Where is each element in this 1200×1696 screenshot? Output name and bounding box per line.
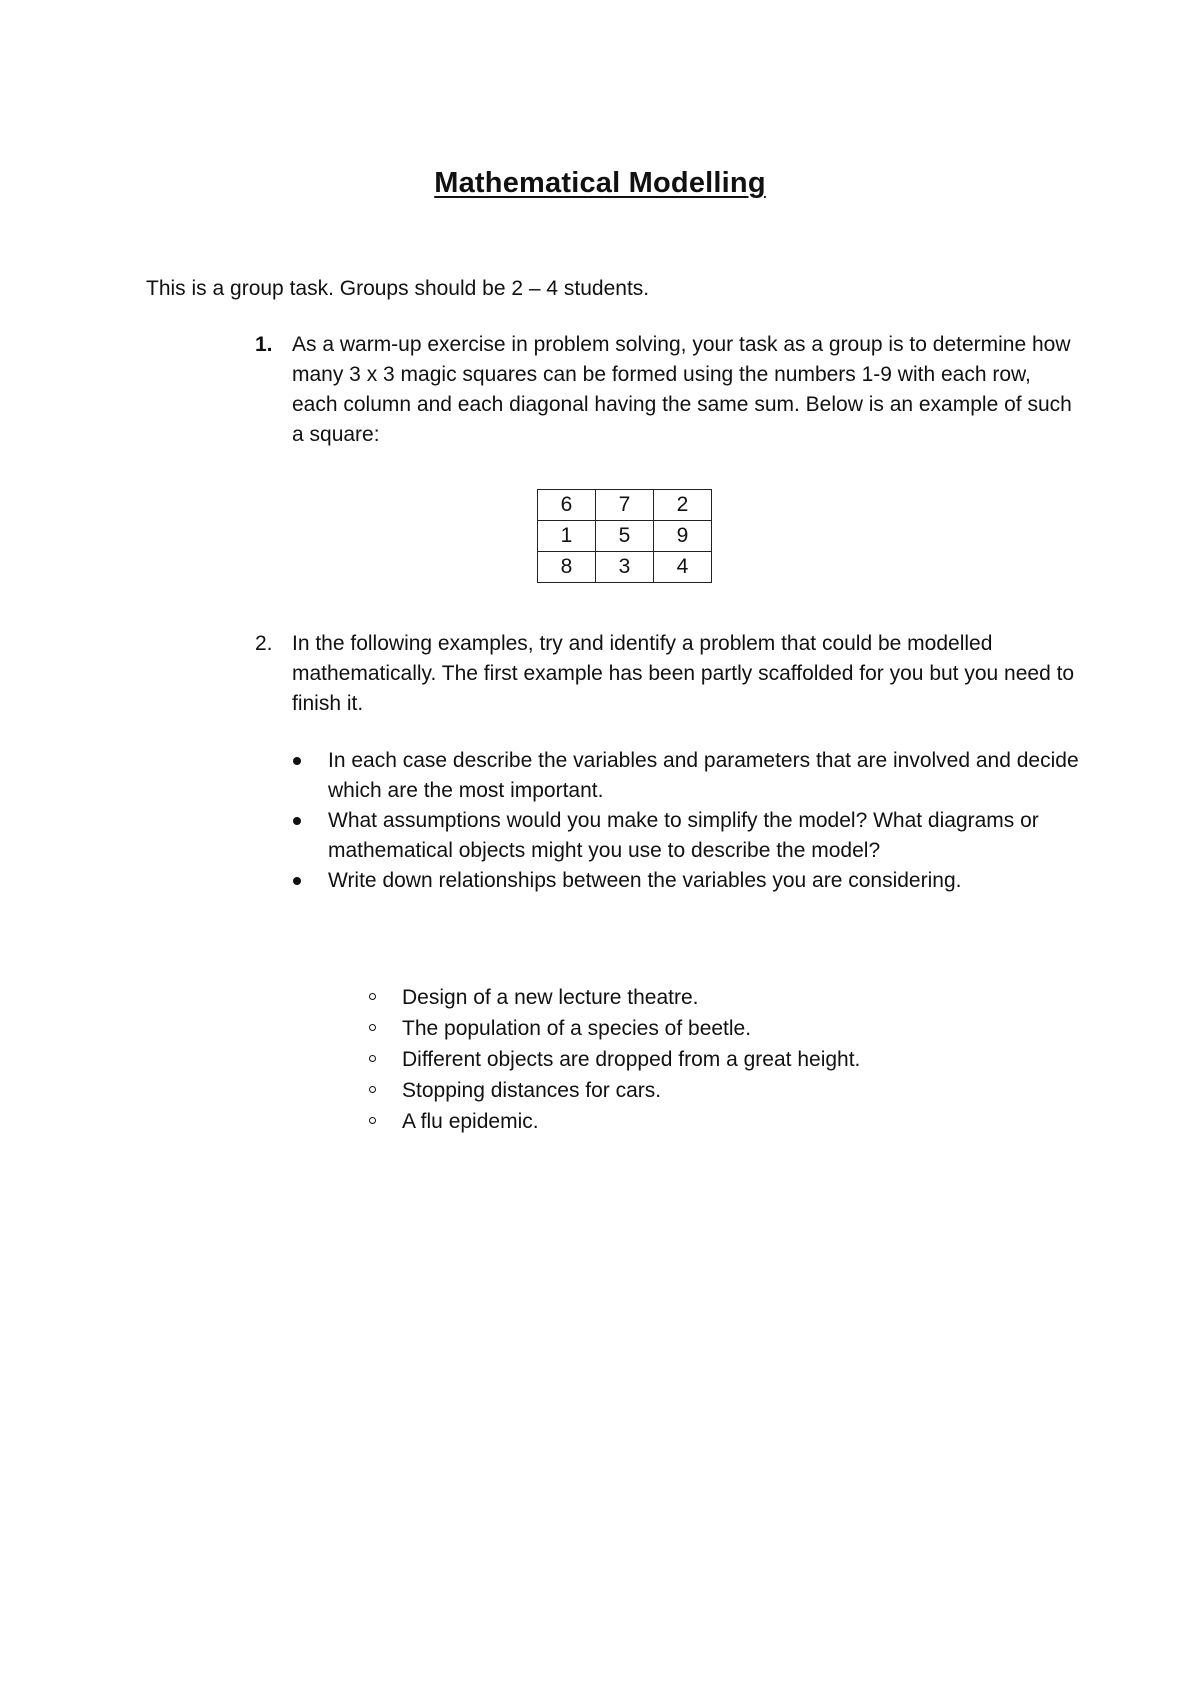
question-1-number: 1.	[255, 333, 273, 356]
example-text: Stopping distances for cars.	[402, 1079, 662, 1102]
table-row	[538, 521, 712, 552]
list-item	[367, 1044, 860, 1075]
example-text: A flu epidemic.	[402, 1110, 539, 1133]
hollow-circle-bullet-icon	[369, 993, 376, 1000]
question-2-text: In the following examples, try and identify a problem that could be modelled mathematically. The first example has been partly scaffolded for you but you need to finish it.	[292, 632, 1075, 715]
bullet-text: Write down relationships between the variables you are considering.	[328, 869, 962, 892]
guidance-bullet-list	[292, 746, 1082, 896]
magic-square-table	[537, 489, 712, 583]
hollow-circle-bullet-icon	[369, 1055, 376, 1062]
bullet-text: In each case describe the variables and parameters that are involved and decide which are the most important.	[328, 749, 1079, 802]
bullet-icon	[293, 877, 301, 885]
list-item	[292, 806, 1082, 866]
list-item	[367, 1013, 860, 1044]
hollow-circle-bullet-icon	[369, 1086, 376, 1093]
list-item	[367, 1106, 860, 1137]
page-title: Mathematical Modelling	[434, 167, 766, 200]
question-1	[255, 330, 1075, 450]
example-text: Design of a new lecture theatre.	[402, 986, 699, 1009]
hollow-circle-bullet-icon	[369, 1024, 376, 1031]
example-text: The population of a species of beetle.	[402, 1017, 752, 1040]
table-cell: 5	[596, 521, 654, 552]
question-1-text: As a warm-up exercise in problem solving, your task as a group is to determine how many 3 x 3 magic squares can be formed using the numbers 1-9 with each row, each column and each diagonal having the same sum. Below is an example of such a square:	[292, 333, 1072, 446]
example-text: Different objects are dropped from a great height.	[402, 1048, 861, 1071]
list-item	[367, 1075, 860, 1106]
hollow-circle-bullet-icon	[369, 1117, 376, 1124]
intro-text: This is a group task. Groups should be 2 – 4 students.	[146, 277, 650, 300]
list-item	[367, 982, 860, 1013]
table-cell: 4	[654, 552, 712, 583]
table-cell: 8	[538, 552, 596, 583]
question-2	[255, 629, 1075, 719]
list-item	[292, 866, 1082, 896]
table-cell: 3	[596, 552, 654, 583]
question-2-number: 2.	[255, 632, 273, 655]
table-cell: 2	[654, 490, 712, 521]
example-problem-list	[367, 982, 860, 1137]
table-cell: 6	[538, 490, 596, 521]
table-row	[538, 490, 712, 521]
bullet-icon	[293, 817, 301, 825]
bullet-text: What assumptions would you make to simplify the model? What diagrams or mathematical objects might you use to describe the model?	[328, 809, 1039, 862]
table-cell: 9	[654, 521, 712, 552]
list-item	[292, 746, 1082, 806]
table-row	[538, 552, 712, 583]
table-cell: 7	[596, 490, 654, 521]
bullet-icon	[293, 757, 301, 765]
table-cell: 1	[538, 521, 596, 552]
